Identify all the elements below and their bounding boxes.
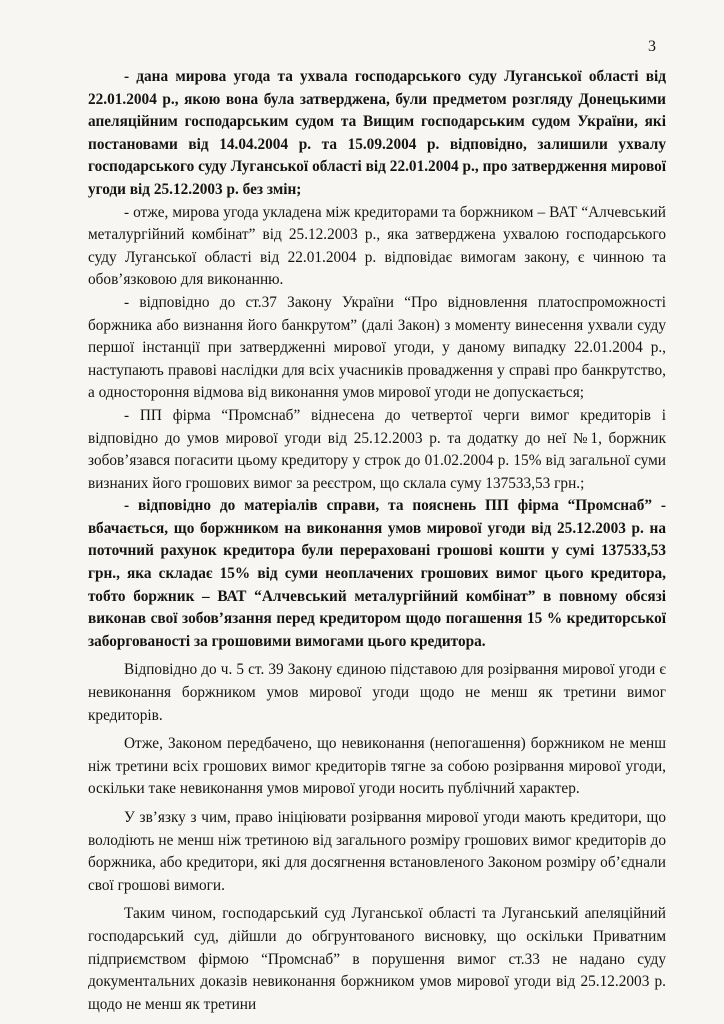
paragraph: - відповідно до ст.37 Закону України “Про відновлення платоспроможності боржника або визнання його банкрутом” (далі Закон) з моменту винесення ухвали суду першої інстанції при затвердженні мирової угоди, у даному випадку 22.01.2004 р., наступають правові наслідки для всіх учасників провадження у справі про банкрутство, а одностороння відмова від виконання умов мирової угоди не допускається;: [88, 293, 666, 402]
paragraph: Отже, Законом передбачено, що невиконання (непогашення) боржником не менш ніж третини всіх грошових вимог кредиторів тягне за собою розірвання мирової угоди, оскільки таке невиконання умов мирової угоди носить публічний характер.: [88, 735, 666, 798]
paragraph: Відповідно до ч. 5 ст. 39 Закону єдиною підставою для розірвання мирової угоди є невиконання боржником умов мирової угоди щодо не менш як третини вимог кредиторів.: [88, 661, 666, 724]
paragraph: Таким чином, господарський суд Луганської області та Луганський апеляційний господарський суд, дійшли до обгрунтованого висновку, що оскільки Приватним підприємством фірмою “Промснаб” в порушення вимог ст.33 не надано суду документальних доказів невиконання боржником умов мирової угоди від 25.12.2003 р. щодо не менш як третини: [88, 905, 666, 1013]
paragraph: - отже, мирова угода укладена між кредиторами та боржником – ВАТ “Алчевський металургійний комбінат” від 25.12.2003 р., яка затверджена ухвалою господарського суду Луганської області від 22.01.2004 р. відповідає вимогам закону, є чинною та обов’язковою для виконанню.: [88, 203, 666, 289]
document-body: [88, 66, 666, 1016]
page-number: 3: [648, 38, 656, 55]
paragraph: - відповідно до матеріалів справи, та пояснень ПП фірма “Промснаб” - вбачається, що боржником на виконання умов мирової угоди від 25.12.2003 р. на поточний рахунок кредитора були перераховані грошові кошти у сумі 137533,53 грн., яка складає 15% від суми неоплачених грошових вимог цього кредитора, тобто боржник – ВАТ “Алчевський металургійний комбінат” в повному обсязі виконав свої зобов’язання перед кредитором щодо погашення 15 % кредиторської заборгованості за грошовими вимогами цього кредитора.: [88, 497, 666, 650]
paragraph: У зв’язку з чим, право ініціювати розірвання мирової угоди мають кредитори, що володіють не менш ніж третиною від загального розміру грошових вимог кредиторів до боржника, або кредитори, які для досягнення встановленого Законом розміру об’єднали свої грошові вимоги.: [88, 809, 666, 894]
paragraph: - ПП фірма “Промснаб” віднесена до четвертої черги вимог кредиторів і відповідно до умов мирової угоди від 25.12.2003 р. та додатку до неї №1, боржник зобов’язався погасити цьому кредитору у строк до 01.02.2004 р. 15% від загальної суми визнаних його грошових вимог за реєстром, що склала суму 137533,53 грн.;: [88, 406, 666, 492]
paragraph: - дана мирова угода та ухвала господарського суду Луганської області від 22.01.2004 р., якою вона була затверджена, були предметом розгляду Донецькими апеляційним господарським судом та Вищим господарським судом України, які постановами від 14.04.2004 р. та 15.09.2004 р. відповідно, залишили ухвалу господарського суду Луганської області від 22.01.2004 р., про затвердження мирової угоди від 25.12.2003 р. без змін;: [88, 68, 666, 198]
